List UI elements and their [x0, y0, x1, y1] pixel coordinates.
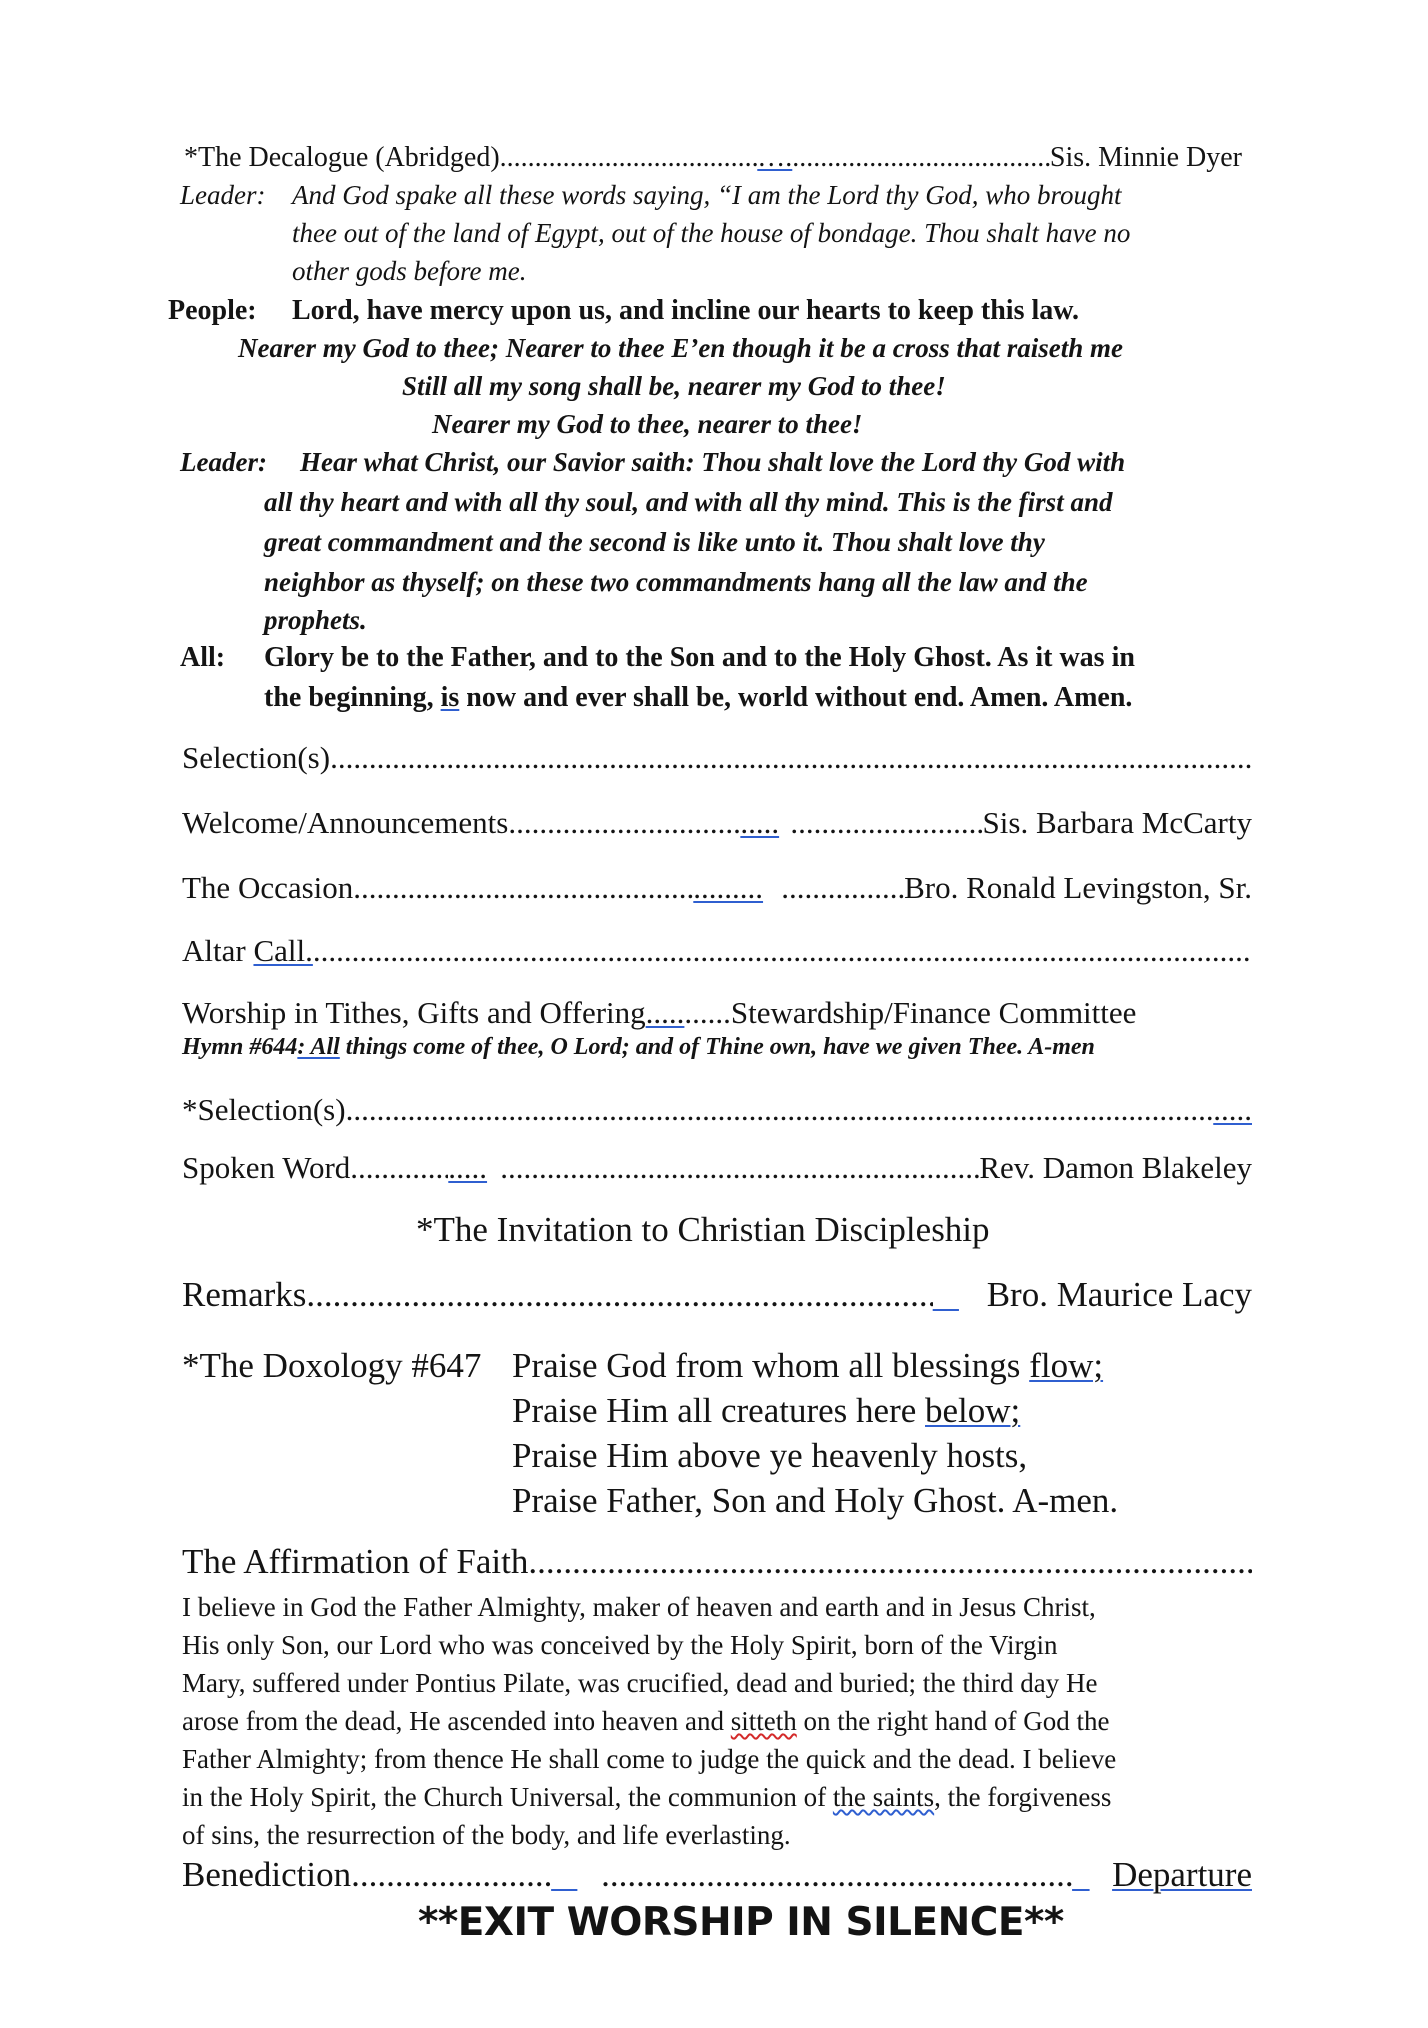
dot-leader	[351, 1855, 551, 1895]
dot-leader	[781, 870, 904, 906]
doxology-line-2: Praise Him all creatures here below;	[512, 1391, 1021, 1430]
doxology-line-3: Praise Him above ye heavenly hosts,	[512, 1436, 1028, 1475]
dot-leader	[500, 1150, 979, 1186]
blue-underline-mark	[1072, 1855, 1112, 1895]
selection-label: Selection(s)	[182, 740, 331, 775]
creed-line-1: I believe in God the Father Almighty, maker of heaven and earth and in Jesus Christ,	[182, 1592, 1096, 1622]
dot-leader	[346, 1092, 1214, 1128]
dot-leader	[792, 142, 1050, 174]
leader2-label: Leader:	[180, 447, 267, 477]
affirmation-title: The Affirmation of Faith	[182, 1542, 529, 1581]
creed-line-7: of sins, the resurrection of the body, and life everlasting.	[182, 1820, 791, 1850]
dot-leader	[306, 1275, 932, 1315]
all-label: All:	[180, 642, 226, 673]
leader-label: Leader:	[180, 180, 266, 210]
selection-2-label: *Selection(s)	[182, 1092, 346, 1127]
altar-call-line	[182, 933, 1252, 969]
blue-underline-mark: .....	[448, 1150, 488, 1185]
invitation-heading: *The Invitation to Christian Discipleship	[416, 1210, 990, 1249]
exit-heading: **EXIT WORSHIP IN SILENCE**	[418, 1900, 1064, 1945]
leader2-text-1: Hear what Christ, our Savior saith: Thou shalt love the Lord thy God with	[300, 447, 1126, 477]
dot-leader	[500, 142, 758, 174]
dot-leader	[313, 933, 1252, 969]
selection-2-line	[182, 1092, 1252, 1128]
remarks-label: Remarks	[182, 1275, 307, 1314]
spoken-word-label: Spoken Word	[182, 1150, 351, 1185]
leader2-text-2: all thy heart and with all thy soul, and with all thy mind. This is the first and	[264, 487, 1113, 517]
creed-line-3: Mary, suffered under Pontius Pilate, was crucified, dead and buried; the third day He	[182, 1668, 1098, 1698]
benediction-label: Benediction	[182, 1855, 352, 1894]
blue-underline-mark: .....	[1213, 1092, 1252, 1127]
hymn-line-2: Still all my song shall be, nearer my God to thee!	[402, 371, 946, 401]
spoken-word-person: Rev. Damon Blakeley	[979, 1150, 1252, 1185]
tithes-person: Stewardship/Finance Committee	[730, 995, 1137, 1030]
blue-underline-mark: .........	[693, 870, 764, 905]
hymn-line-3: Nearer my God to thee, nearer to thee!	[432, 409, 863, 439]
doxology-line-1: Praise God from whom all blessings flow;	[512, 1346, 1104, 1385]
occasion-line	[182, 870, 1252, 906]
all-text-2: the beginning, is now and ever shall be, world without end. Amen. Amen.	[264, 682, 1133, 713]
creed-line-6: in the Holy Spirit, the Church Universal, the communion of the saints, the forgiveness	[182, 1782, 1112, 1812]
tithes-line	[182, 995, 1252, 1031]
occasion-person: Bro. Ronald Levingston, Sr.	[904, 870, 1252, 905]
dot-leader	[601, 1855, 1072, 1895]
creed-line-5: Father Almighty; from thence He shall come to judge the quick and the dead. I believe	[182, 1744, 1117, 1774]
all-text-1: Glory be to the Father, and to the Son and to the Holy Ghost. As it was in	[264, 642, 1135, 673]
remarks-person: Bro. Maurice Lacy	[986, 1275, 1252, 1314]
blue-underline-mark: .....	[740, 805, 780, 840]
decalogue-title: *The Decalogue (Abridged)	[184, 142, 500, 173]
leader-text-1: And God spake all these words saying, “I am the Lord thy God, who brought	[292, 180, 1122, 210]
leader2-text-5: prophets.	[264, 605, 367, 635]
leader2-text-4: neighbor as thyself; on these two commandments hang all the law and the	[264, 567, 1088, 597]
selection-line	[182, 740, 1252, 776]
leader-text-3: other gods before me.	[292, 256, 527, 286]
departure-label: Departure	[1112, 1855, 1252, 1894]
dot-leader	[790, 805, 982, 841]
doxology-line-4: Praise Father, Son and Holy Ghost. A-men.	[512, 1481, 1119, 1520]
occasion-label: The Occasion	[182, 870, 354, 905]
leader2-text-3: great commandment and the second is like unto it. Thou shalt love thy	[264, 527, 1045, 557]
affirmation-line	[182, 1542, 1252, 1582]
dot-leader	[330, 740, 1252, 776]
tithes-label: Worship in Tithes, Gifts and Offering	[182, 995, 646, 1030]
decalogue-person: Sis. Minnie Dyer	[1049, 142, 1243, 173]
welcome-label: Welcome/Announcements	[182, 805, 509, 840]
dot-leader: ......	[684, 995, 731, 1030]
creed-line-4: arose from the dead, He ascended into heaven and sitteth on the right hand of God the	[182, 1706, 1110, 1736]
people-text: Lord, have mercy upon us, and incline our hearts to keep this law.	[292, 295, 1079, 326]
welcome-person: Sis. Barbara McCarty	[982, 805, 1252, 840]
welcome-line	[182, 805, 1252, 841]
dot-leader	[353, 870, 693, 906]
blue-underline-mark	[551, 1855, 601, 1895]
blue-underline-mark	[933, 1275, 987, 1315]
people-label: People:	[168, 295, 257, 326]
hymn-line-1: Nearer my God to thee; Nearer to thee E’en though it be a cross that raiseth me	[238, 333, 1123, 363]
leader-text-2: thee out of the land of Egypt, out of the house of bondage. Thou shalt have no	[292, 218, 1131, 248]
dot-leader	[508, 805, 740, 841]
dot-leader	[528, 1542, 1252, 1582]
decalogue-line	[184, 142, 1242, 174]
benediction-line	[182, 1855, 1252, 1895]
dot-leader	[350, 1150, 448, 1186]
altar-call-label: Altar Call.	[182, 933, 313, 968]
decalogue-mark: ….	[757, 142, 793, 173]
spoken-word-line	[182, 1150, 1252, 1186]
blue-underline-mark: .....	[645, 995, 685, 1030]
hymn-644-line: Hymn #644: All things come of thee, O Lord; and of Thine own, have we given Thee. A-men	[182, 1034, 1095, 1060]
creed-line-2: His only Son, our Lord who was conceived by the Holy Spirit, born of the Virgin	[182, 1630, 1058, 1660]
doxology-title: *The Doxology #647	[182, 1346, 482, 1385]
remarks-line	[182, 1275, 1252, 1315]
